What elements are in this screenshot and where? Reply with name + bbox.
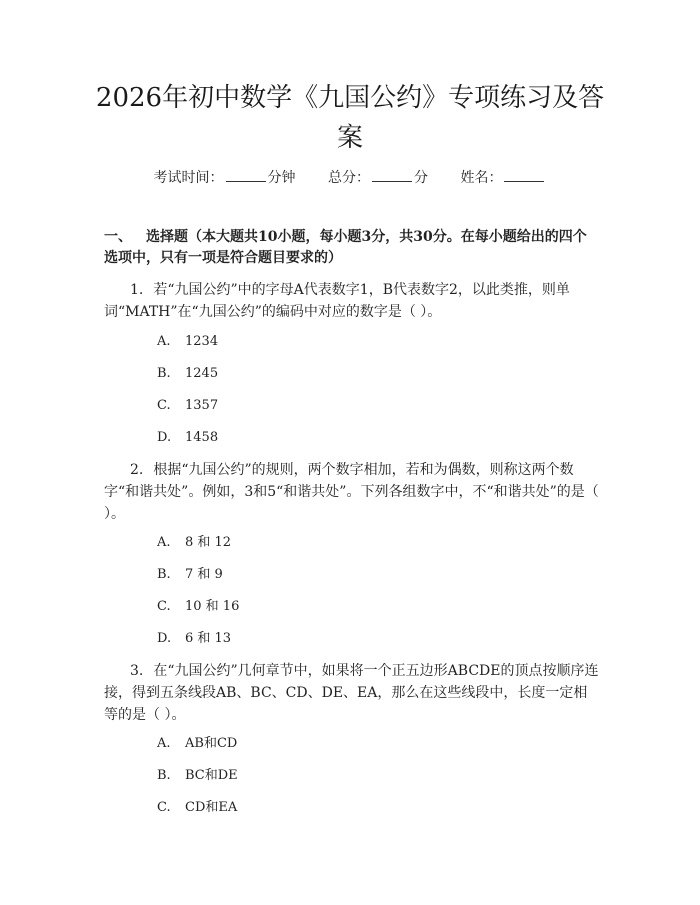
- option-3c: [157, 798, 237, 818]
- section-number: 一、: [104, 229, 132, 245]
- question-text: 在“九国公约”几何章节中，如果将一个正五边形ABCDE的顶点按顺序连接，得到五条线段AB、BC、CD、DE、EA，那么在这些线段中，长度一定相等的是（ ）。: [104, 663, 599, 723]
- time-blank: [226, 167, 266, 182]
- option-letter: D.: [157, 430, 172, 445]
- option-1a: [157, 332, 218, 352]
- option-text: BC和DE: [185, 768, 238, 783]
- question-3: [104, 660, 600, 726]
- option-letter: C.: [157, 800, 171, 815]
- option-2c: [157, 597, 239, 617]
- section-title: 选择题（本大题共10小题，每小题3分，共30分。在每小题给出的四个选项中，只有一项是符合题目要求的）: [104, 229, 587, 266]
- question-number: 2.: [130, 462, 144, 478]
- option-letter: A.: [157, 535, 171, 550]
- question-number: 1.: [130, 282, 144, 298]
- exam-info: [0, 167, 700, 188]
- option-letter: A.: [157, 736, 171, 751]
- option-2a: [157, 533, 231, 553]
- question-text: 根据“九国公约”的规则，两个数字相加，若和为偶数，则称这两个数字“和谐共处”。例如，3和5“和谐共处”。下列各组数字中，不“和谐共处”的是（ ）。: [104, 462, 599, 522]
- name-blank: [504, 167, 544, 182]
- question-number: 3.: [130, 663, 144, 679]
- option-text: AB和CD: [185, 736, 238, 751]
- option-letter: D.: [157, 631, 172, 646]
- option-1d: [157, 428, 218, 448]
- option-1c: [157, 396, 218, 416]
- exam-time: [154, 167, 296, 188]
- option-letter: B.: [157, 366, 171, 381]
- option-3b: [157, 766, 238, 786]
- time-unit: 分钟: [267, 170, 296, 186]
- option-text: 1245: [185, 366, 219, 381]
- option-3a: [157, 734, 237, 754]
- option-2b: [157, 565, 223, 585]
- option-letter: B.: [157, 567, 171, 582]
- question-1: [104, 279, 600, 323]
- exam-score: [328, 167, 428, 188]
- section-heading: [104, 227, 600, 269]
- option-text: 8 和 12: [185, 535, 232, 550]
- option-text: CD和EA: [185, 800, 238, 815]
- option-letter: C.: [157, 599, 171, 614]
- page-title: 2026年初中数学《九国公约》专项练习及答案: [95, 83, 605, 153]
- option-text: 7 和 9: [185, 567, 223, 582]
- name-label: 姓名：: [460, 170, 503, 186]
- option-text: 1458: [185, 430, 219, 445]
- option-letter: B.: [157, 768, 171, 783]
- option-letter: C.: [157, 398, 171, 413]
- option-text: 1357: [185, 398, 219, 413]
- option-text: 10 和 16: [185, 599, 240, 614]
- score-unit: 分: [414, 170, 428, 186]
- question-text: 若“九国公约”中的字母A代表数字1，B代表数字2，以此类推，则单词“MATH”在“九国公约”的编码中对应的数字是（ ）。: [104, 282, 570, 320]
- option-2d: [157, 629, 231, 649]
- exam-name: [460, 167, 546, 188]
- question-2: [104, 459, 600, 525]
- score-label: 总分：: [328, 170, 370, 186]
- option-text: 6 和 13: [185, 631, 232, 646]
- time-label: 考试时间：: [153, 170, 224, 186]
- score-blank: [372, 167, 412, 182]
- option-text: 1234: [185, 334, 219, 349]
- option-letter: A.: [157, 334, 171, 349]
- option-1b: [157, 364, 218, 384]
